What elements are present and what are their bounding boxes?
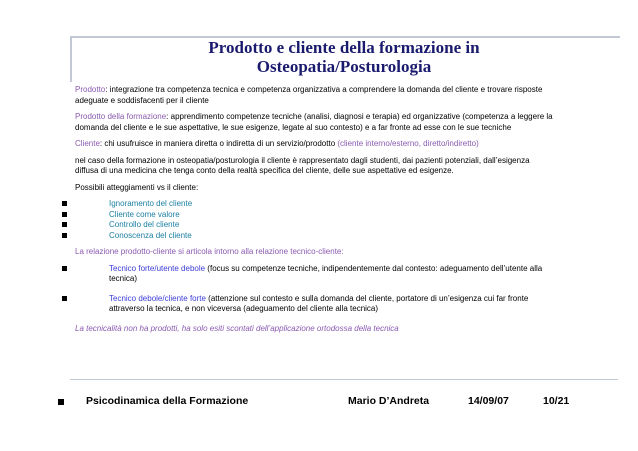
square-bullet-icon — [62, 201, 67, 206]
square-bullet-icon — [62, 212, 67, 217]
relation-term: Tecnico debole/cliente forte — [109, 293, 206, 303]
attitude-label: Conoscenza del cliente — [109, 230, 192, 240]
relation-term: Tecnico forte/utente debole — [109, 263, 206, 273]
page-title — [70, 38, 618, 76]
text-cliente: : chi usufruisce in maniera diretta o indiretta di un servizio/prodotto — [99, 139, 338, 148]
attitude-label: Cliente come valore — [109, 209, 180, 219]
footer — [58, 395, 618, 409]
term-prodotto: Prodotto — [75, 85, 106, 94]
list-item — [75, 220, 553, 231]
square-bullet-icon — [62, 296, 67, 301]
footer-course: Psicodinamica della Formazione — [86, 395, 249, 407]
text-prodotto: : integrazione tra competenza tecnica e competenza organizzativa a comprendere la domanda del cliente e trovare risposte adeguate e soddisfacenti per il cliente — [75, 85, 543, 105]
title-line-1: Prodotto e cliente della formazione in — [208, 38, 480, 57]
paragraph-atteggiamenti: Possibili atteggiamenti vs il cliente: — [75, 182, 199, 192]
paragraph-conclusione: La tecnicalità non ha prodotti, ha solo esiti scontati dell’applicazione ortodossa della tecnica — [75, 323, 399, 333]
term-prodotto-formazione: Prodotto della formazione — [75, 112, 167, 121]
footer-page-number: 10/21 — [543, 395, 570, 407]
relation-text: (focus su competenze tecniche, indipendentemente dal contesto: adeguamento dell’utente alla tecnica) — [109, 263, 543, 283]
list-item — [75, 264, 553, 285]
square-bullet-icon — [62, 266, 67, 271]
relations-list — [75, 264, 553, 315]
note-cliente: (cliente interno/esterno, diretto/indiretto) — [337, 139, 479, 148]
paragraph-relazione: La relazione prodotto-cliente si articola intorno alla relazione tecnico-cliente: — [75, 247, 344, 256]
list-item — [75, 210, 553, 221]
attitude-label: Ignoramento del cliente — [109, 199, 193, 208]
relation-text: (attenzione sul contesto e sulla domanda del cliente, portatore di un’esigenza cui far fronte attraverso la tecnica, e non viceversa (adeguamento del cliente alla tecnica) — [109, 293, 529, 313]
attitudes-list — [75, 199, 553, 241]
list-item — [75, 199, 553, 210]
term-cliente: Cliente — [75, 139, 100, 148]
footer-date: 14/09/07 — [468, 395, 509, 407]
square-bullet-icon — [62, 222, 67, 227]
footer-divider — [70, 379, 618, 380]
list-item — [75, 231, 553, 242]
attitude-label: Controllo del cliente — [109, 220, 180, 229]
paragraph-formazione: nel caso della formazione in osteopatia/posturologia il cliente è rappresentato dagli studenti, dai pazienti potenziali, dall’esigenza diffusa di una medicina che tenga conto della realtà specifica del cliente, delle sue aspettative ed esigenze. — [75, 155, 530, 175]
square-bullet-icon — [62, 233, 67, 238]
list-item — [75, 294, 553, 315]
footer-author: Mario D’Andreta — [348, 395, 430, 407]
paragraph-prodotto-formazione — [75, 112, 553, 133]
paragraph-prodotto — [75, 85, 553, 106]
title-line-2: Osteopatia/Posturologia — [256, 57, 432, 76]
slide-content — [75, 85, 553, 340]
square-bullet-icon — [58, 399, 64, 405]
text-prodotto-formazione: : apprendimento competenze tecniche (analisi, diagnosi e terapia) ed organizzative (competenza a leggere la domanda del cliente e le sue aspettative, le sue esigenze, legate al suo contesto) e a far fronte ad esse con le sue tecniche — [75, 112, 553, 132]
paragraph-cliente — [75, 139, 553, 150]
